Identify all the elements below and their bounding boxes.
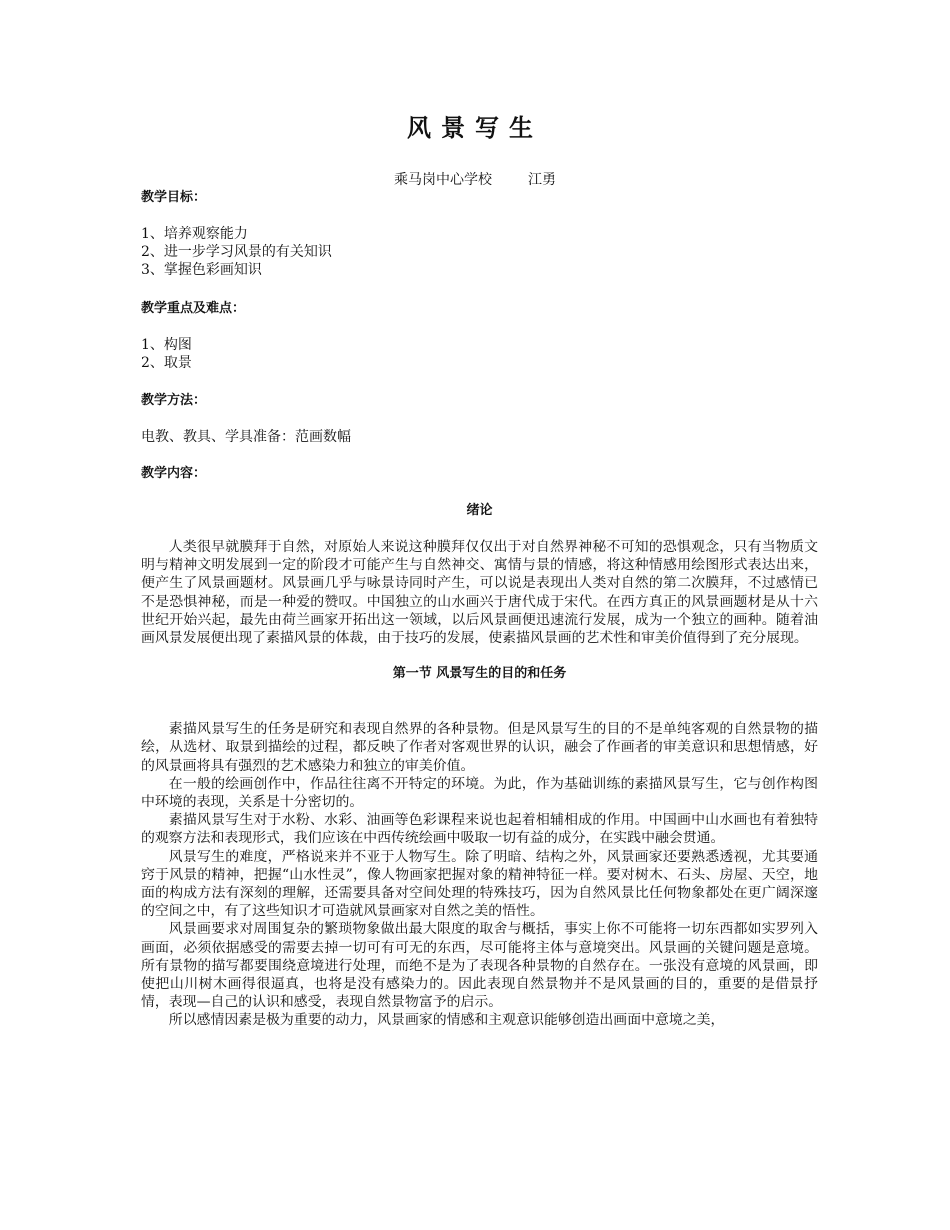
body-paragraph: 风景画要求对周围复杂的繁琐物象做出最大限度的取舍与概括，事实上你不可能将一切东西都如实罗列入画面，必须依据感受的需要去掉一切可有可无的东西，尽可能将主体与意境突出。风景画的关键问题是意境。所有景物的描写都要围绕意境进行处理，而绝不是为了表现各种景物的自然存在。一张没有意境的风景画，即使把山川树木画得很逼真，也将是没有感染力的。因此表现自然景物并不是风景画的目的，重要的是借景抒情，表现—自己的认识和感受，表现自然景物富予的启示。: [141, 921, 818, 1011]
body-paragraph: 风景写生的难度，严格说来并不亚于人物写生。除了明暗、结构之外，风景画家还要熟悉透视，尤其要通窍于风景的精神，把握“山水性灵”，像人物画家把握对象的精神特征一样。要对树木、石头、房屋、天空，地面的构成方法有深刻的理解，还需要具备对空间处理的特殊技巧，因为自然风景比任何物象都处在更广阔深邃的空间之中，有了这些知识才可造就风景画家对自然之美的悟性。: [141, 848, 818, 920]
body-paragraph: 素描风景写生的任务是研究和表现自然界的各种景物。但是风景写生的目的不是单纯客观的自然景物的描绘，从选材、取景到描绘的过程，都反映了作者对客观世界的认识，融会了作画者的审美意识和思想情感，好的风景画将具有强烈的艺术感染力和独立的审美价值。: [141, 721, 818, 774]
introduction-paragraph: 人类很早就膜拜于自然，对原始人来说这种膜拜仅仅出于对自然界神秘不可知的恐惧观念，只有当物质文明与精神文明发展到一定的阶段才可能产生与自然神交、寓情与景的情感，将这种情感用绘图形式表达出来，便产生了风景画题材。风景画几乎与咏景诗同时产生，可以说是表现出人类对自然的第二次膜拜，不过感情已不是恐惧神秘，而是一种爱的赞叹。中国独立的山水画兴于唐代成于宋代。在西方真正的风景画题材是从十六世纪开始兴起，最先由荷兰画家开拓出这一领域，以后风景画便迅速流行发展，成为一个独立的画种。随着油画风景发展便出现了素描风景的体裁，由于技巧的发展，使素描风景画的艺术性和审美价值得到了充分展现。: [141, 539, 818, 647]
content-heading: 教学内容：: [141, 466, 207, 482]
key-points-heading: 教学重点及难点：: [141, 300, 246, 316]
list-item: 1、构图: [141, 336, 192, 353]
document-title: 风景写生: [407, 114, 543, 142]
key-points-list: [141, 336, 818, 372]
objectives-list: [141, 225, 818, 280]
list-item: 1、培养观察能力: [141, 226, 248, 242]
author-name: 江勇: [528, 172, 556, 188]
methods-heading: 教学方法：: [141, 393, 207, 409]
objectives-heading: 教学目标：: [141, 190, 207, 205]
list-item: 2、取景: [141, 354, 192, 371]
list-item: 3、掌握色彩画知识: [141, 262, 262, 279]
body-paragraph: 在一般的绘画创作中，作品往往离不开特定的环境。为此，作为基础训练的素描风景写生，它与创作构图中环境的表现，关系是十分密切的。: [141, 775, 818, 811]
introduction-heading: 绪论: [466, 503, 493, 519]
document-body: [141, 188, 818, 1030]
preparation-line: 电教、教具、学具准备：范画数幅: [141, 429, 351, 446]
section-heading: 第一节 风景写生的目的和任务: [392, 666, 567, 682]
byline: [0, 170, 950, 190]
body-paragraph: 所以感情因素是极为重要的动力，风景画家的情感和主观意识能够创造出画面中意境之美，: [168, 1012, 725, 1029]
list-item: 2、进一步学习风景的有关知识: [141, 244, 332, 261]
school-name: 乘马岗中心学校: [394, 172, 492, 188]
body-paragraph: 素描风景写生对于水粉、水彩、油画等色彩课程来说也起着相辅相成的作用。中国画中山水画也有着独特的观察方法和表现形式，我们应该在中西传统绘画中吸取一切有益的成分，在实践中融会贯通。: [141, 812, 818, 847]
